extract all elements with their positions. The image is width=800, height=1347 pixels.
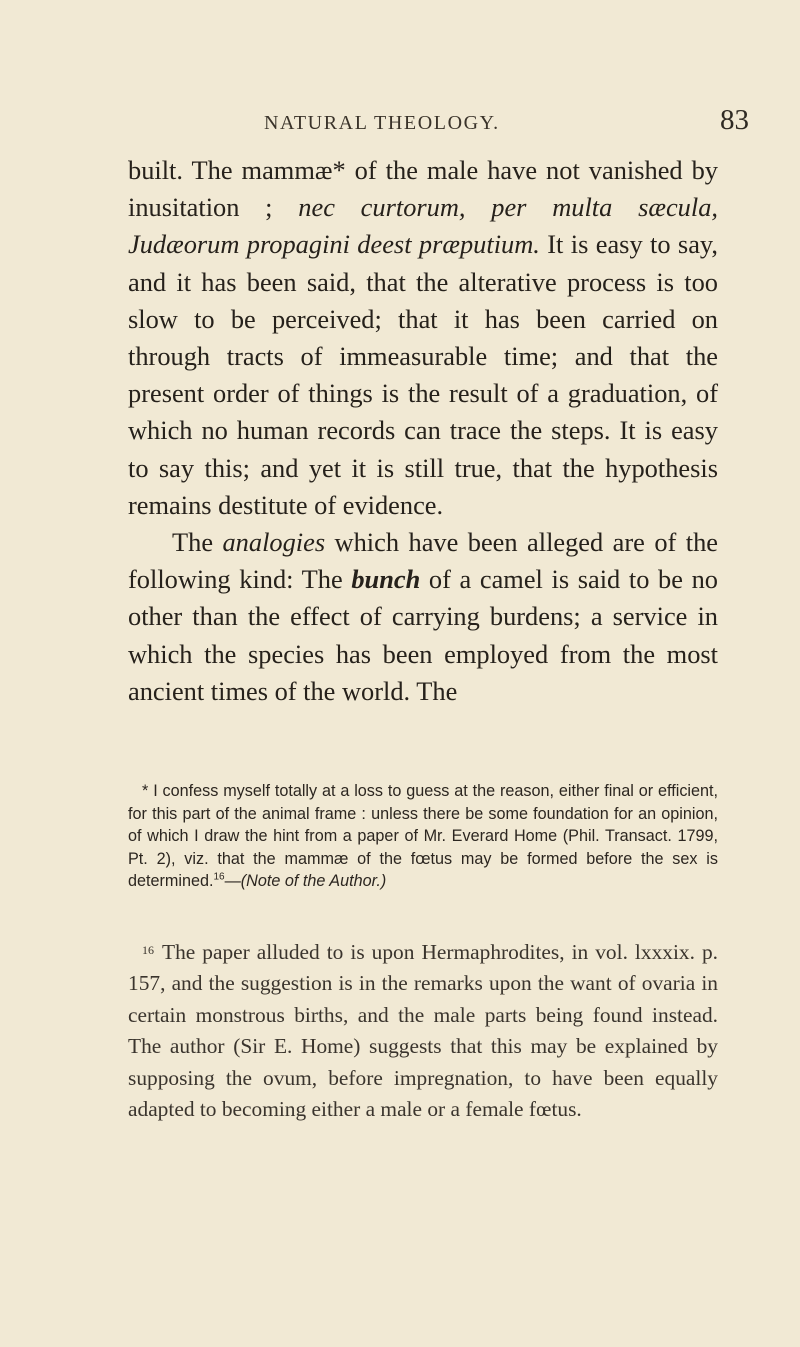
footnote-author [128,780,718,893]
footnote-reference: 16 [213,871,225,883]
paragraph-2-text-a: The [172,527,223,558]
paragraph-1-text-c: It is easy to say, and it has been said, that the alterative process is too slow to be perceived; that it has been carried on through tracts of immeasurable time; and that the present order of things is the result of a graduation, of which no human records can trace the steps. It is easy to say this; and yet it is still true, that the hypothesis remains destitute of evidence. [128,229,718,520]
page-number: 83 [720,104,749,136]
footnote-author-text: I confess myself totally at a loss to guess at the reason, either final or efficient, for this part of the animal frame : unless there be some foundation for an opinion, of which I draw the hint from a paper of Mr. Everard Home (Phil. Transact. 1799, Pt. 2), viz. that the mammæ of the fœtus may be formed before the sex is determined. [128,782,719,891]
footnote-editor [128,937,718,1125]
footnote-mark: * [332,155,346,185]
footnote-dash: — [224,872,241,891]
footnote-author-mark: * [142,782,149,800]
paragraph-2-text-b: which have been alleged are of the following kind: The [128,527,718,595]
paragraph-1 [128,152,718,524]
footnote-attribution: (Note of the Author.) [240,872,387,891]
footnote-editor-number: 16 [142,943,154,957]
footnote-editor-text: The paper alluded to is upon Hermaphrodites, in vol. lxxxix. p. 157, and the suggestion is in the remarks upon the want of ovaria in certain monstrous births, and the male parts being found instead. The author (Sir E. Home) suggests that this may be explained by supposing the ovum, before impregnation, to have been equally adapted to becoming either a male or a female fœtus. [128,940,718,1122]
paragraph-1-text-a: built. The mammæ [128,155,333,185]
emphasis-bunch: bunch [351,564,421,595]
running-head: NATURAL THEOLOGY. [264,112,500,134]
emphasis-analogies: analogies [222,527,326,558]
paragraph-1-text-b: of the male have not vanished by inusitation ; [128,155,719,223]
main-text [128,152,718,710]
latin-quotation: nec curtorum, per multa sæcula, Judæorum propagini deest præputium. [128,192,718,260]
paragraph-2-text-c: of a camel is said to be no other than the effect of carrying burdens; a service in which the species has been employed from the most ancient times of the world. The [128,564,718,706]
paragraph-2 [128,524,718,710]
